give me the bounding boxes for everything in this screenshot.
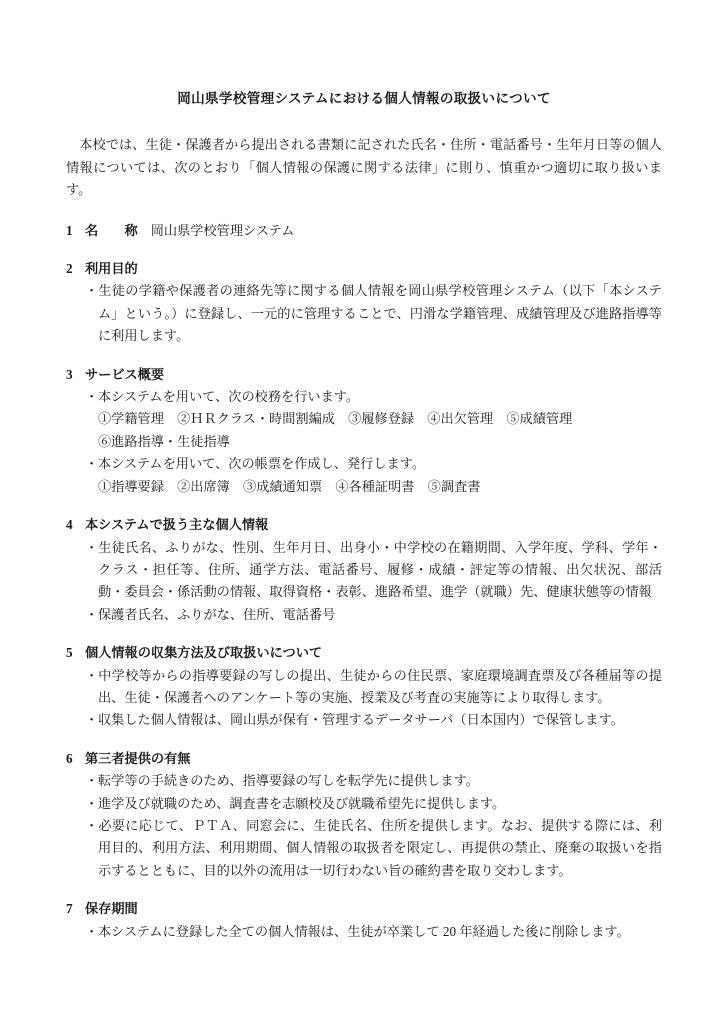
bullet-marker: ・ <box>85 667 99 683</box>
bullet-text: 収集した個人情報は、岡山県が保有・管理するデータサーバ（日本国内）で保管します。 <box>98 712 624 728</box>
section-1 <box>66 220 662 242</box>
bullet-marker: ・ <box>85 539 99 555</box>
bullet-marker: ・ <box>85 712 99 728</box>
bullet-item <box>85 386 662 408</box>
section-title: サービス概要 <box>85 366 165 382</box>
bullet-text: 本システムに登録した全ての個人情報は、生徒が卒業して 20 年経過した後に削除します。 <box>98 923 630 939</box>
bullet-marker: ・ <box>85 795 99 811</box>
bullet-item <box>85 770 662 792</box>
sub-line: ⑥進路指導・生徒指導 <box>98 433 230 449</box>
bullet-item <box>85 604 662 626</box>
bullet-text: 中学校等からの指導要録の写しの提出、生徒からの住民票、家庭環境調査票及び各種届等の提出、生徒・保護者へのアンケート等の実施、授業及び考査の実施等により取得します。 <box>98 667 662 705</box>
section-items <box>85 665 662 732</box>
section-2 <box>66 258 662 348</box>
section-6 <box>66 748 662 882</box>
section-title: 本システムで扱う主な個人情報 <box>85 517 269 533</box>
bullet-marker: ・ <box>85 923 99 939</box>
section-items <box>85 537 662 627</box>
bullet-item <box>85 537 662 604</box>
section-number: 7 <box>66 901 73 917</box>
bullet-item <box>85 815 662 882</box>
section-heading <box>66 514 662 536</box>
bullet-marker: ・ <box>85 283 99 299</box>
section-7 <box>66 898 662 943</box>
section-items <box>85 921 662 943</box>
section-heading <box>66 748 662 770</box>
bullet-text: 必要に応じて、ＰＴＡ、同窓会に、生徒氏名、住所を提供します。なお、提供する際には、利用目的、利用方法、利用期間、個人情報の取扱者を限定し、再提供の禁止、廃棄の取扱いを指示するとともに、目的以外の流用は一切行わない旨の確約書を取り交わします。 <box>98 817 662 878</box>
section-title: 利用目的 <box>85 261 138 277</box>
bullet-text: 転学等の手続きのため、指導要録の写しを転学先に提供します。 <box>98 773 479 789</box>
section-number: 3 <box>66 366 73 382</box>
document-title: 岡山県学校管理システムにおける個人情報の取扱いについて <box>177 91 551 106</box>
bullet-text: 保護者氏名、ふりがな、住所、電話番号 <box>98 606 336 622</box>
sub-line: ①学籍管理 ②ＨＲクラス・時間割編成 ③履修登録 ④出欠管理 ⑤成績管理 <box>98 411 573 427</box>
bullet-text: 進学及び就職のため、調査書を志願校及び就職希望先に提供します。 <box>98 795 506 811</box>
sections-container <box>66 220 662 943</box>
section-heading <box>66 220 662 242</box>
section-heading <box>66 258 662 280</box>
section-inline-value: 岡山県学校管理システム <box>150 222 295 238</box>
section-4 <box>66 514 662 626</box>
section-number: 1 <box>66 222 73 238</box>
bullet-item <box>85 453 662 475</box>
section-number: 5 <box>66 645 73 661</box>
bullet-item <box>85 280 662 347</box>
section-number: 2 <box>66 261 73 277</box>
bullet-marker: ・ <box>85 606 99 622</box>
section-heading <box>66 642 662 664</box>
bullet-text: 本システムを用いて、次の校務を行います。 <box>98 389 360 405</box>
section-heading <box>66 364 662 386</box>
section-items <box>85 770 662 882</box>
section-title: 第三者提供の有無 <box>85 750 191 766</box>
section-items <box>85 386 662 498</box>
section-3 <box>66 364 662 498</box>
bullet-item <box>85 709 662 731</box>
bullet-text: 生徒氏名、ふりがな、性別、生年月日、出身小・中学校の在籍期間、入学年度、学科、学年・クラス・担任等、住所、通学方法、電話番号、履修・成績・評定等の情報、出欠状況、部活動・委員会・係活動の情報、取得資格・表彰、進路希望、進学（就職）先、健康状態等の情報 <box>98 539 662 600</box>
section-5 <box>66 642 662 732</box>
bullet-marker: ・ <box>85 773 99 789</box>
bullet-item <box>85 921 662 943</box>
bullet-item <box>85 793 662 815</box>
sub-line: ①指導要録 ②出席簿 ③成績通知票 ④各種証明書 ⑤調査書 <box>98 478 481 494</box>
bullet-text: 本システムを用いて、次の帳票を作成し、発行します。 <box>98 456 426 472</box>
section-title: 個人情報の収集方法及び取扱いについて <box>85 645 323 661</box>
intro-paragraph: 本校では、生徒・保護者から提出される書類に記された氏名・住所・電話番号・生年月日等の個人情報については、次のとおり「個人情報の保護に関する法律」に則り、慎重かつ適切に取り扱います。 <box>66 137 662 198</box>
section-title: 保存期間 <box>85 901 138 917</box>
section-heading <box>66 898 662 920</box>
bullet-marker: ・ <box>85 817 99 833</box>
section-items <box>85 280 662 347</box>
bullet-marker: ・ <box>85 389 99 405</box>
section-number: 4 <box>66 517 73 533</box>
bullet-text: 生徒の学籍や保護者の連絡先等に関する個人情報を岡山県学校管理システム（以下「本システム」という。）に登録し、一元的に管理することで、円滑な学籍管理、成績管理及び進路指導等に利用します。 <box>98 283 662 344</box>
bullet-marker: ・ <box>85 456 99 472</box>
section-title: 名 称 <box>85 222 138 238</box>
bullet-item <box>85 665 662 710</box>
section-number: 6 <box>66 750 73 766</box>
